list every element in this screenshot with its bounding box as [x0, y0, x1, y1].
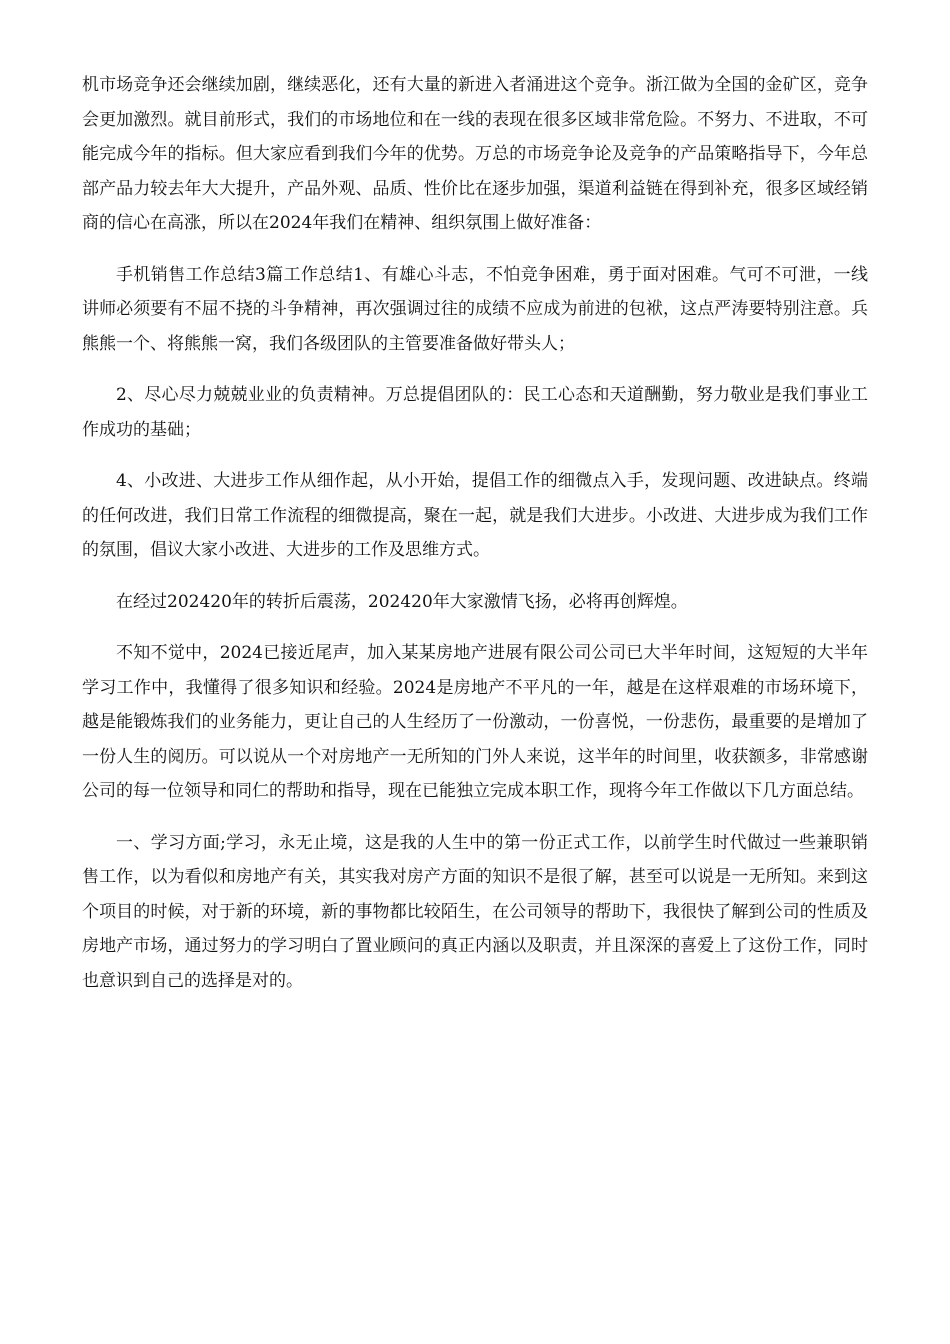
paragraph-market-competition: 机市场竞争还会继续加剧，继续恶化，还有大量的新进入者涌进这个竞争。浙江做为全国的金矿区，竞争会更加激烈。就目前形式，我们的市场地位和在一线的表现在很多区域非常危险。不努力、不进取，不可能完成今年的指标。但大家应看到我们今年的优势。万总的市场竞争论及竞争的产品策略指导下，今年总部产品力较去年大大提升，产品外观、品质、性价比在逐步加强，渠道利益链在得到补充，很多区域经销商的信心在高涨，所以在2024年我们在精神、组织氛围上做好准备：: [82, 75, 868, 233]
paragraph-summary-point-4: 4、小改进、大进步工作从细作起，从小开始，提倡工作的细微点入手，发现问题、改进缺点。终端的任何改进，我们日常工作流程的细微提高，聚在一起，就是我们大进步。小改进、大进步成为我们工作的氛围，倡议大家小改进、大进步的工作及思维方式。: [82, 471, 868, 560]
paragraph-year-end-intro: 不知不觉中，2024已接近尾声，加入某某房地产进展有限公司公司已大半年时间，这短短的大半年学习工作中，我懂得了很多知识和经验。2024是房地产不平凡的一年，越是在这样艰难的市场环境下，越是能锻炼我们的业务能力，更让自己的人生经历了一份激动，一份喜悦，一份悲伤，最重要的是增加了一份人生的阅历。可以说从一个对房地产一无所知的门外人来说，这半年的时间里，收获额多，非常感谢公司的每一位领导和同仁的帮助和指导，现在已能独立完成本职工作，现将今年工作做以下几方面总结。: [82, 643, 868, 801]
paragraph-closing-line: 在经过202420年的转折后震荡，202420年大家激情飞扬，必将再创辉煌。: [116, 591, 688, 612]
paragraph-summary-point-2: 2、尽心尽力兢兢业业的负责精神。万总提倡团队的：民工心态和天道酬勤，努力敬业是我们事业工作成功的基础；: [82, 385, 868, 440]
document-body: [82, 68, 868, 1015]
paragraph-summary-point-1: 手机销售工作总结3篇工作总结1、有雄心斗志，不怕竞争困难，勇于面对困难。气可不可泄，一线讲师必须要有不屈不挠的斗争精神，再次强调过往的成绩不应成为前进的包袱，这点严涛要特别注意。兵熊熊一个、将熊熊一窝，我们各级团队的主管要准备做好带头人；: [82, 264, 868, 354]
paragraph-learning-section: 一、学习方面;学习，永无止境，这是我的人生中的第一份正式工作，以前学生时代做过一些兼职销售工作，以为看似和房地产有关，其实我对房产方面的知识不是很了解，甚至可以说是一无所知。来到这个项目的时候，对于新的环境，新的事物都比较陌生，在公司领导的帮助下，我很快了解到公司的性质及房地产市场，通过努力的学习明白了置业顾问的真正内涵以及职责，并且深深的喜爱上了这份工作，同时也意识到自己的选择是对的。: [82, 832, 868, 991]
